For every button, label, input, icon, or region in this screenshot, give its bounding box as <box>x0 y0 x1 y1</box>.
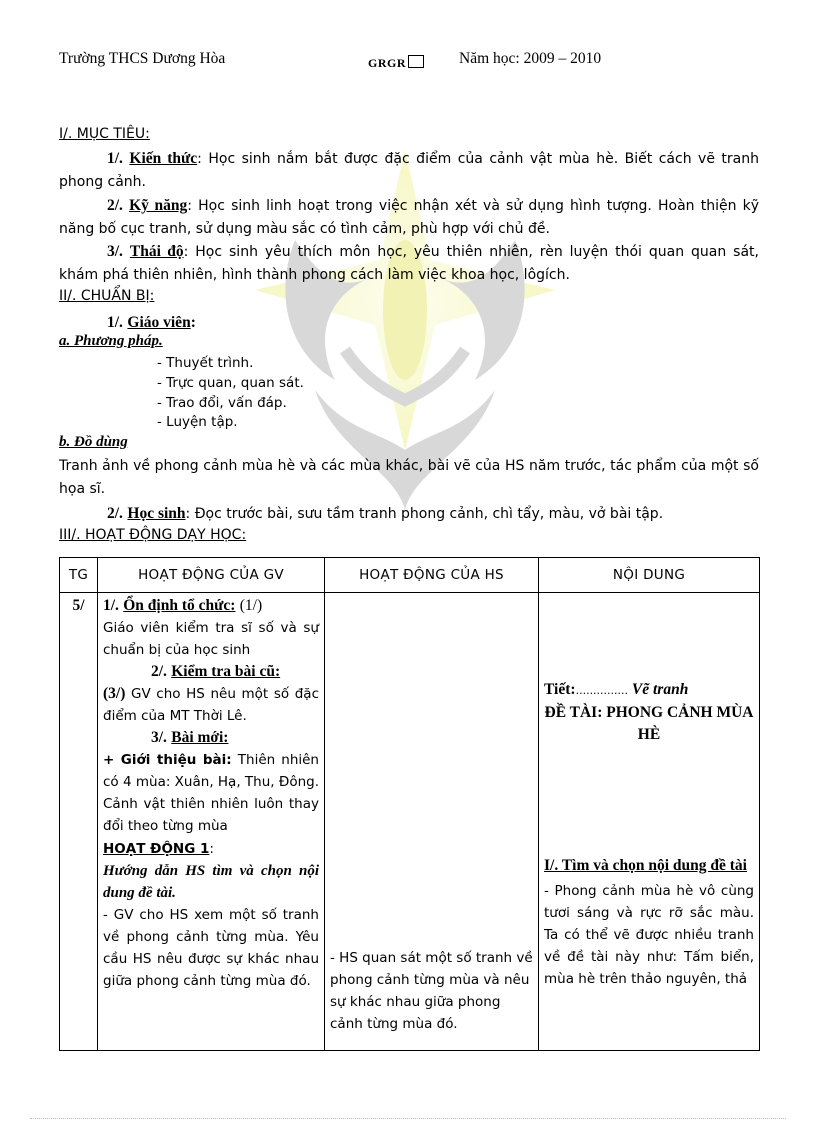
gv-hd1-text: - GV cho HS xem một số tranh về phong cảnh từng mùa. Yêu cầu HS nêu được sự khác nhau giữa phong cảnh từng mùa đó. <box>103 907 319 989</box>
header-tg: TG <box>60 558 98 593</box>
table-row <box>60 593 760 1051</box>
method-item: - Thuyết trình. <box>157 355 254 371</box>
method-item: - Luyện tập. <box>157 414 238 430</box>
method-item: - Trao đổi, vấn đáp. <box>157 395 287 411</box>
header-nd: NỘI DUNG <box>539 558 760 593</box>
prep-hoc-sinh: 2/. Học sinh: Đọc trước bài, sưu tầm tranh phong cảnh, chì tẩy, màu, vở bài tập. <box>107 505 664 522</box>
prep-do-dung-text: Tranh ảnh về phong cảnh mùa hè và các mùa khác, bài vẽ của HS năm trước, tác phẩm của một số họa sĩ. <box>59 458 759 497</box>
prep-do-dung: b. Đồ dùng <box>59 434 128 450</box>
nd-muc1-text: - Phong cảnh mùa hè vô cùng tươi sáng và rực rỡ sắc màu. Ta có thể vẽ được nhiều tranh về đề tài này như: Tấm biển, mùa hè trên thảo nguyên, thả <box>544 883 754 987</box>
section-chuan-bi: II/. CHUẨN BỊ: <box>59 288 155 304</box>
cell-hs <box>325 593 539 1051</box>
page-bottom-rule <box>30 1118 786 1119</box>
school-name: Trường THCS Dương Hòa <box>59 50 226 67</box>
gv-on-dinh: 1/. Ổn định tổ chức: (1/) <box>103 597 263 614</box>
table-header-row <box>60 558 760 593</box>
cell-gv <box>98 593 325 1051</box>
gv-on-dinh-text: Giáo viên kiểm tra sĩ số và sự chuẩn bị của học sinh <box>103 620 319 658</box>
gv-bai-moi: 3/. Bài mới: <box>151 729 229 746</box>
time-value: 5/ <box>72 597 85 614</box>
nd-tiet: Tiết:............... Vẽ tranh <box>544 681 689 698</box>
school-year: Năm học: 2009 – 2010 <box>459 50 602 67</box>
prep-phuong-phap: a. Phương pháp. <box>59 333 163 349</box>
gv-kiem-tra-text: (3/) GV cho HS nêu một số đặc điểm của MT Thời Lê. <box>103 685 319 724</box>
gv-gioi-thieu: + Giới thiệu bài: Thiên nhiên có 4 mùa: Xuân, Hạ, Thu, Đông. Cảnh vật thiên nhiên luôn thay đổi theo từng mùa <box>103 752 319 834</box>
book-icon <box>408 55 424 68</box>
nd-muc1: I/. Tìm và chọn nội dung đề tài <box>544 857 747 874</box>
gv-kiem-tra: 2/. Kiểm tra bài cũ: <box>151 663 281 680</box>
method-item: - Trực quan, quan sát. <box>157 375 304 391</box>
gv-hoat-dong-1: HOẠT ĐỘNG 1: <box>103 841 214 857</box>
cell-nd <box>539 593 760 1051</box>
header-hs: HOẠT ĐỘNG CỦA HS <box>325 558 539 593</box>
cell-tg <box>60 593 98 1051</box>
section-hoat-dong: III/. HOẠT ĐỘNG DẠY HỌC: <box>59 527 247 543</box>
section-muc-tieu: I/. MỤC TIÊU: <box>59 126 150 142</box>
nd-de-tai: ĐỀ TÀI: PHONG CẢNH MÙA HÈ <box>544 704 754 743</box>
objective-ky-nang: 2/. Kỹ năng: Học sinh linh hoạt trong việc nhận xét và sử dụng hình tượng. Hoàn thiện kỹ năng bố cục tranh, sử dụng màu sắc có tình cảm, phù hợp với chủ đề. <box>59 197 760 237</box>
header-gv: HOẠT ĐỘNG CỦA GV <box>98 558 325 593</box>
gv-hd1-title: Hướng dẫn HS tìm và chọn nội dung đề tài. <box>103 863 319 901</box>
hs-text: - HS quan sát một số tranh về phong cảnh từng mùa và nêu sự khác nhau giữa phong cảnh từng mùa đó. <box>330 950 533 1032</box>
objective-thai-do: 3/. Thái độ: Học sinh yêu thích môn học, yêu thiên nhiên, rèn luyện thói quan quan sát, khám phá thiên nhiên, hình thành phong cách làm việc khoa học, lôgích. <box>59 243 759 283</box>
prep-giao-vien: 1/. Giáo viên: <box>107 314 196 331</box>
header-ornament: GRGR <box>368 55 424 71</box>
objective-kien-thuc: 1/. Kiến thức: Học sinh nắm bắt được đặc điểm của cảnh vật mùa hè. Biết cách vẽ tranh phong cảnh. <box>59 150 759 190</box>
lesson-table <box>59 557 760 1051</box>
